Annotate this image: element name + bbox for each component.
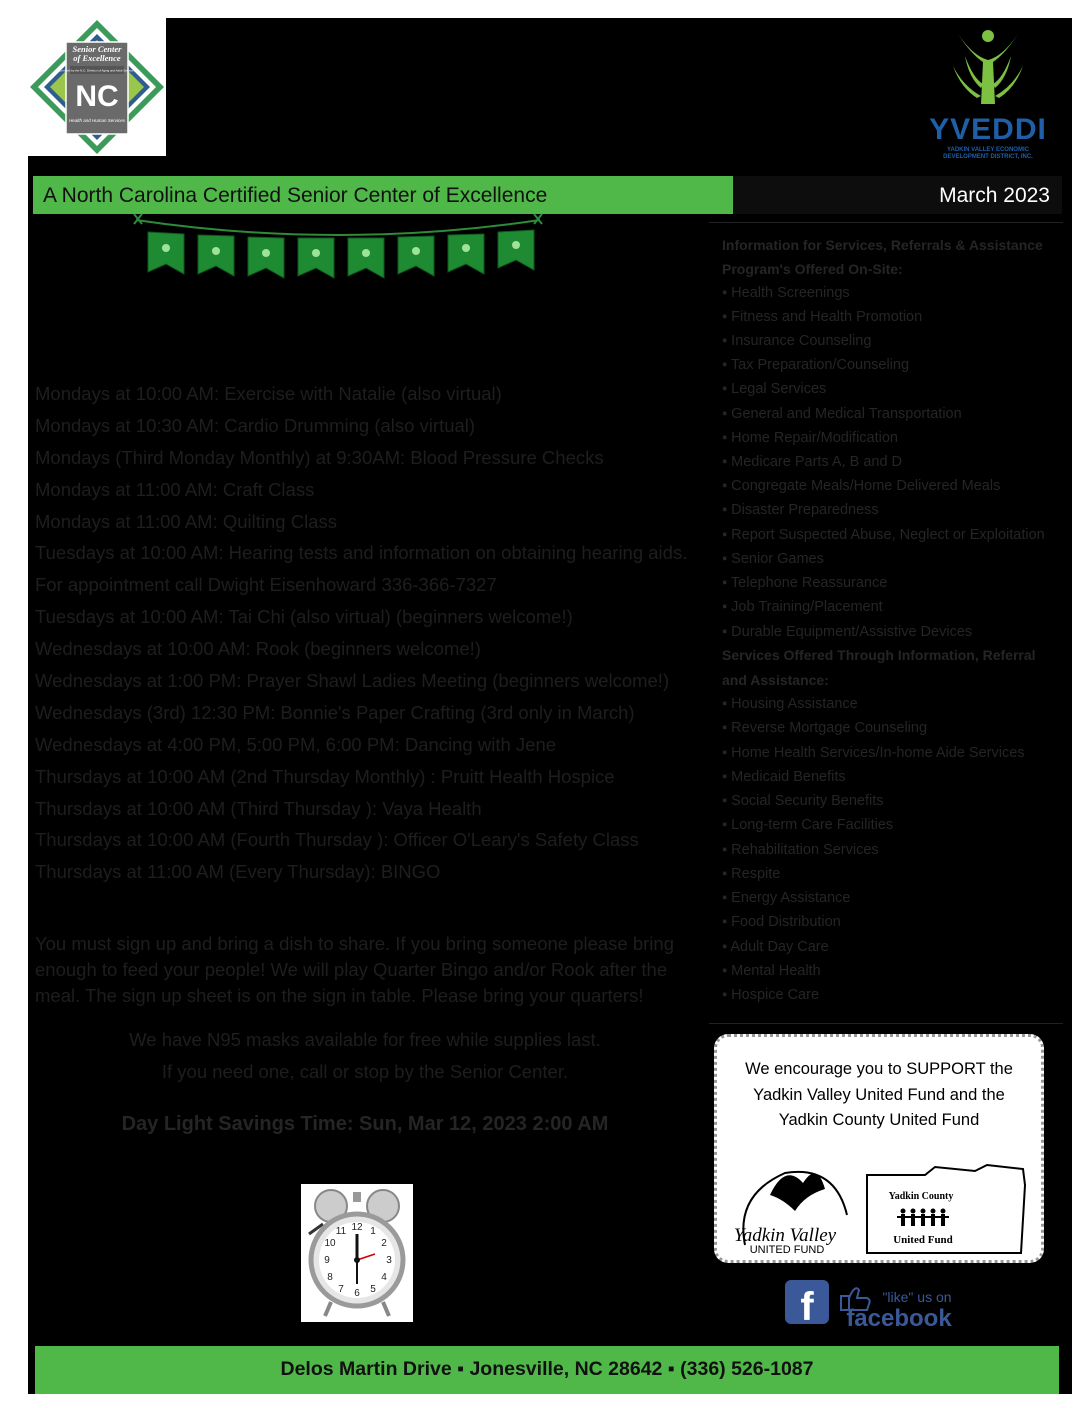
clock-number: 5 [370, 1284, 376, 1295]
month-bar [733, 176, 1062, 214]
clock-number: 4 [381, 1272, 387, 1283]
list-item: Mondays at 11:00 AM: Quilting Class [35, 510, 337, 532]
badge-certified: Certified by the N.C. Division of Aging and Adult Services [59, 68, 135, 73]
footer-address: Delos Martin Drive ▪ Jonesville, NC 28642 ▪ (336) 526-1087 [280, 1358, 814, 1380]
yv-logo-line1: Yadkin Valley [733, 1225, 837, 1246]
list-item: ▪ General and Medical Transportation [722, 406, 962, 422]
list-item: Mondays at 10:00 AM: Exercise with Natalie (also virtual) [35, 383, 502, 404]
clock-number: 3 [386, 1255, 392, 1266]
badge-dept: Health and Human Services [68, 118, 126, 123]
list-item: ▪ Disaster Preparedness [722, 502, 879, 518]
list-item: ▪ Reverse Mortgage Counseling [722, 720, 928, 736]
list-item: ▪ Home Health Services/In-home Aide Services [722, 745, 1025, 761]
clock-number: 10 [324, 1238, 336, 1249]
event-schedule-list [35, 378, 715, 888]
clock-number: 1 [370, 1226, 376, 1237]
badge-line2: of Excellence [73, 53, 121, 63]
potluck-note: You must sign up and bring a dish to share. If you bring someone please bring enough to feed your people! We will play Quarter Bingo and/or Rook after the meal. The sign up sheet is on the sign in table. Please bring your quarters! [35, 933, 674, 1006]
badge-line1: Senior Center [72, 44, 122, 54]
facebook-brand-text: facebook [846, 1305, 952, 1332]
list-item: ▪ Rehabilitation Services [722, 842, 879, 858]
list-item: Wednesdays (3rd) 12:30 PM: Bonnie's Paper Crafting (3rd only in March) [35, 701, 635, 723]
list-item: Mondays at 10:30 AM: Cardio Drumming (also virtual) [35, 414, 476, 436]
daylight-savings-notice: Day Light Savings Time: Sun, Mar 12, 2023 2:00 AM [121, 1113, 609, 1135]
facebook-like-text: "like" us on [882, 1289, 952, 1305]
list-item: Thursdays at 10:00 AM (2nd Thursday Monthly) : Pruitt Health Hospice [35, 765, 615, 787]
list-item: Thursdays at 10:00 AM (Fourth Thursday ): Officer O'Leary's Safety Class [35, 829, 639, 851]
list-item: For appointment call Dwight Eisenhoward 336-366-7327 [35, 574, 497, 596]
united-fund-logos [725, 1155, 1035, 1255]
yveddi-figure-icon [943, 26, 1033, 106]
yadkin-valley-united-fund-logo [734, 1172, 847, 1255]
united-fund-support-box [714, 1034, 1044, 1263]
list-item: Tuesdays at 10:00 AM: Tai Chi (also virtual) (beginners welcome!) [35, 606, 573, 628]
services-sidebar [709, 222, 1063, 1024]
list-item: ▪ Health Screenings [722, 285, 850, 301]
list-item: Mondays at 11:00 AM: Craft Class [35, 478, 315, 500]
sidebar-heading: Information for Services, Referrals & Assistance [722, 237, 1043, 253]
clock-number: 9 [324, 1255, 330, 1266]
list-item: ▪ Senior Games [722, 551, 824, 567]
sidebar-heading: and Assistance: [722, 672, 829, 688]
sidebar-heading: Services Offered Through Information, Referral [722, 647, 1036, 663]
yveddi-subtitle: YADKIN VALLEY ECONOMIC DEVELOPMENT DISTRICT, INC. [943, 147, 1033, 160]
list-item: Thursdays at 11:00 AM (Every Thursday): BINGO [35, 861, 441, 883]
list-item: ▪ Medicare Parts A, B and D [722, 454, 903, 470]
list-item: Tuesdays at 10:00 AM: Hearing tests and information on obtaining hearing aids. [35, 542, 688, 564]
clock-number: 2 [381, 1238, 387, 1249]
list-item: ▪ Social Security Benefits [722, 793, 884, 809]
facebook-like-badge[interactable] [783, 1276, 973, 1340]
month-text: March 2023 [939, 184, 1050, 207]
list-item: ▪ Respite [722, 866, 781, 882]
list-item: ▪ Tax Preparation/Counseling [722, 357, 910, 373]
sidebar-heading: Program's Offered On-Site: [722, 261, 903, 277]
yv-logo-line2: UNITED FUND [749, 1244, 825, 1255]
list-item: ▪ Telephone Reassurance [722, 575, 888, 591]
list-item: ▪ Job Training/Placement [722, 599, 883, 615]
masks-line2: If you need one, call or stop by the Senior Center. [161, 1061, 569, 1082]
yadkin-county-united-fund-logo [867, 1165, 1025, 1253]
list-item: ▪ Mental Health [722, 963, 821, 979]
list-item: ▪ Medicaid Benefits [722, 769, 846, 785]
svg-text:f: f [800, 1285, 814, 1329]
yveddi-name: YVEDDI [929, 113, 1047, 146]
list-item: ▪ Home Repair/Modification [722, 430, 898, 446]
list-item: Wednesdays at 1:00 PM: Prayer Shawl Ladies Meeting (beginners welcome!) [35, 670, 670, 692]
senior-center-badge-logo [28, 18, 166, 156]
list-item: ▪ Energy Assistance [722, 890, 851, 906]
masks-line1: We have N95 masks available for free while supplies last. [129, 1029, 601, 1050]
badge-state: NC [75, 80, 119, 113]
shamrock-bunting-banner [128, 210, 548, 290]
list-item: ▪ Report Suspected Abuse, Neglect or Exploitation [722, 527, 1045, 543]
yveddi-logo [928, 26, 1048, 160]
list-item: ▪ Long-term Care Facilities [722, 817, 894, 833]
yc-logo-line1: Yadkin County [888, 1191, 954, 1202]
address-footer [35, 1346, 1059, 1394]
support-message [717, 1057, 1041, 1134]
clock-number: 7 [338, 1284, 344, 1295]
list-item: ▪ Insurance Counseling [722, 333, 872, 349]
list-item: ▪ Congregate Meals/Home Delivered Meals [722, 478, 1001, 494]
newsletter-page [28, 18, 1072, 1394]
clock-number: 6 [354, 1288, 360, 1299]
list-item: Mondays (Third Monday Monthly) at 9:30AM: Blood Pressure Checks [35, 446, 604, 468]
support-line2: Yadkin Valley United Fund and the [753, 1085, 1005, 1104]
list-item: ▪ Durable Equipment/Assistive Devices [722, 624, 973, 640]
list-item: Wednesdays at 10:00 AM: Rook (beginners welcome!) [35, 638, 481, 660]
list-item: ▪ Fitness and Health Promotion [722, 309, 923, 325]
alarm-clock-image [301, 1184, 413, 1322]
support-line1: We encourage you to SUPPORT the [745, 1060, 1013, 1078]
clock-number: 11 [335, 1226, 347, 1237]
list-item: Wednesdays at 4:00 PM, 5:00 PM, 6:00 PM: Dancing with Jene [35, 733, 557, 755]
clock-number: 12 [351, 1222, 363, 1233]
list-item: Thursdays at 10:00 AM (Third Thursday ): Vaya Health [35, 797, 482, 819]
list-item: ▪ Hospice Care [722, 987, 820, 1003]
support-line3: Yadkin County United Fund [778, 1111, 980, 1129]
list-item: ▪ Legal Services [722, 381, 827, 397]
list-item: ▪ Adult Day Care [722, 939, 829, 955]
yc-logo-line2: United Fund [893, 1234, 953, 1246]
clock-number: 8 [327, 1272, 333, 1283]
list-item: ▪ Food Distribution [722, 914, 841, 930]
list-item: ▪ Housing Assistance [722, 696, 858, 712]
masks-notice [35, 1024, 695, 1088]
tagline-bar [33, 176, 733, 214]
tagline-text: A North Carolina Certified Senior Center of Excellence [43, 184, 548, 207]
